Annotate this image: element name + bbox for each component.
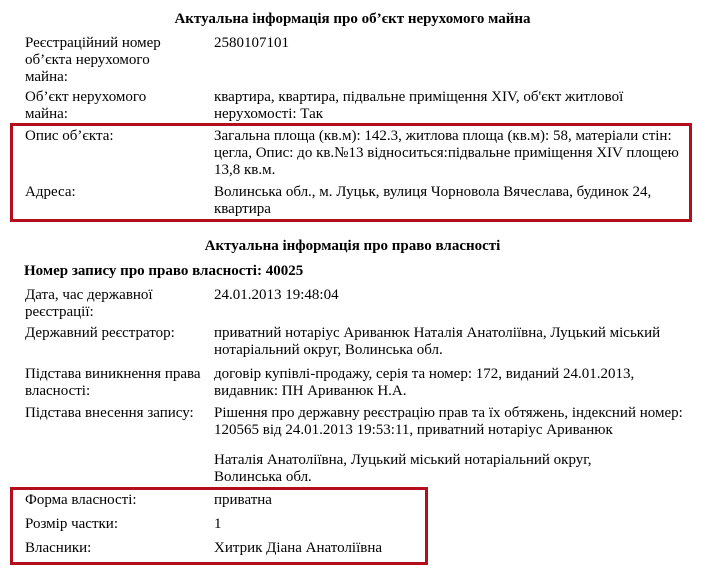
owners-value: Хитрик Діана Анатоліївна xyxy=(214,540,383,556)
registration-number-label: Реєстраційний номер об’єкта нерухомого майна: xyxy=(25,35,161,85)
share-size-value: 1 xyxy=(214,516,222,532)
object-description-value: Загальна площа (кв.м): 142.3, житлова площа (кв.м): 58, матеріали стін: цегла, Опис: до кв.№13 відноситься:підвальне приміщення XIV площею 13,8 кв.м. xyxy=(214,128,679,178)
description-address-highlight-frame xyxy=(10,123,692,222)
property-object-value: квартира, квартира, підвальне приміщення XIV, об'єкт житлової нерухомості: Так xyxy=(214,89,624,122)
ownership-basis-label: Підстава виникнення права власності: xyxy=(25,366,201,399)
registration-date-label: Дата, час державної реєстрації: xyxy=(25,287,153,320)
ownership-basis-value: договір купівлі-продажу, серія та номер: 172, виданий 24.01.2013, видавник: ПН Ариванюк Н.А. xyxy=(214,366,635,399)
ownership-section-title: Актуальна інформація про право власності xyxy=(204,238,501,254)
property-section-title: Актуальна інформація про об’єкт нерухомого майна xyxy=(174,11,531,27)
share-size-label: Розмір частки: xyxy=(25,516,118,532)
entry-basis-label: Підстава внесення запису: xyxy=(25,405,194,421)
registration-number-value: 2580107101 xyxy=(214,35,289,51)
object-description-label: Опис об’єкта: xyxy=(25,128,114,144)
owners-label: Власники: xyxy=(25,540,92,556)
address-value: Волинська обл., м. Луцьк, вулиця Чорновола Вячеслава, будинок 24, квартира xyxy=(214,184,652,217)
ownership-record-number: Номер запису про право власності: 40025 xyxy=(24,263,304,279)
property-object-label: Об’єкт нерухомого майна: xyxy=(25,89,147,122)
entry-basis-value: Рішення про державну реєстрацію прав та їх обтяжень, індексний номер: 120565 від 24.01.2013 19:53:11, приватний нотаріус Ариванюк xyxy=(214,405,683,438)
state-registrar-value: приватний нотаріус Ариванюк Наталія Анатоліївна, Луцький міський нотаріальний округ, Волинська обл. xyxy=(214,325,661,358)
ownership-form-value: приватна xyxy=(214,492,272,508)
address-label: Адреса: xyxy=(25,184,76,200)
ownership-details-highlight-frame xyxy=(10,487,428,565)
ownership-form-label: Форма власності: xyxy=(25,492,137,508)
entry-basis-continued-value: Наталія Анатоліївна, Луцький міський нотаріальний округ, Волинська обл. xyxy=(214,452,592,485)
state-registrar-label: Державний реєстратор: xyxy=(25,325,175,341)
registration-date-value: 24.01.2013 19:48:04 xyxy=(214,287,339,303)
